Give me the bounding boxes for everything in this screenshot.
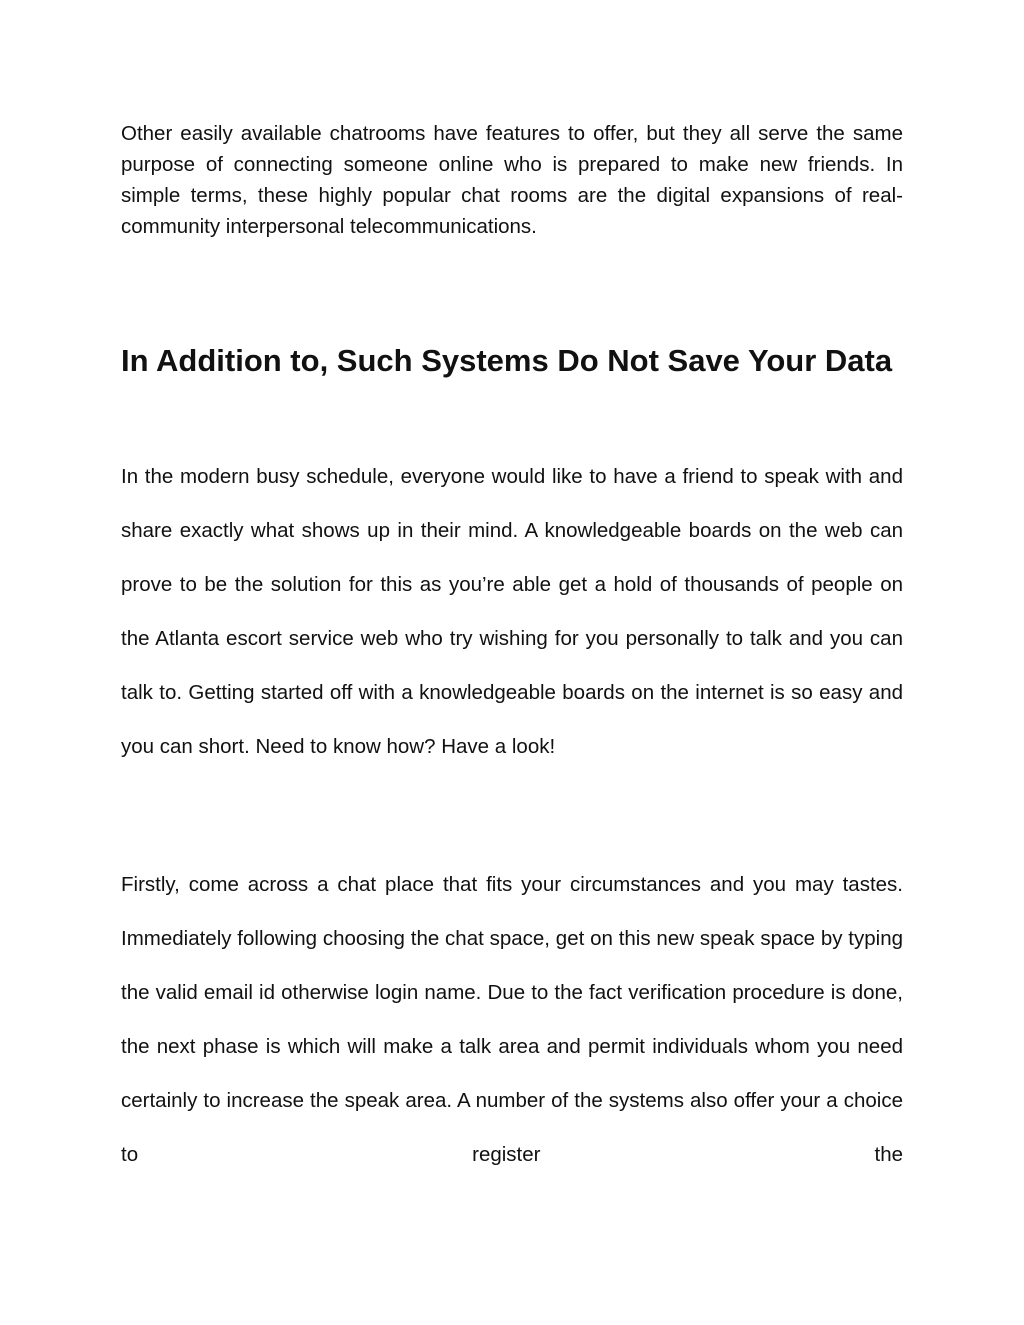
section-heading: In Addition to, Such Systems Do Not Save Your Data xyxy=(121,343,893,378)
body-paragraph-2: Firstly, come across a chat place that fits your circumstances and you may tastes. Immediately following choosing the chat space, get on this new speak space by typing the valid email id otherwise login name. Due to the fact verification procedure is done, the next phase is which will make a talk area and permit individuals whom you need certainly to increase the speak area. A number of the systems also offer your a choice to register the xyxy=(121,873,903,1166)
intro-paragraph: Other easily available chatrooms have features to offer, but they all serve the same purpose of connecting someone online who is prepared to make new friends. In simple terms, these highly popular chat rooms are the digital expansions of real-community interpersonal telecommunications. xyxy=(121,122,903,238)
body-paragraph-1: In the modern busy schedule, everyone would like to have a friend to speak with and share exactly what shows up in their mind. A knowledgeable boards on the web can prove to be the solution for this as you’re able get a hold of thousands of people on the Atlanta escort service web who try wishing for you personally to talk and you can talk to. Getting started off with a knowledgeable boards on the internet is so easy and you can short. Need to know how? Have a look! xyxy=(121,465,903,758)
